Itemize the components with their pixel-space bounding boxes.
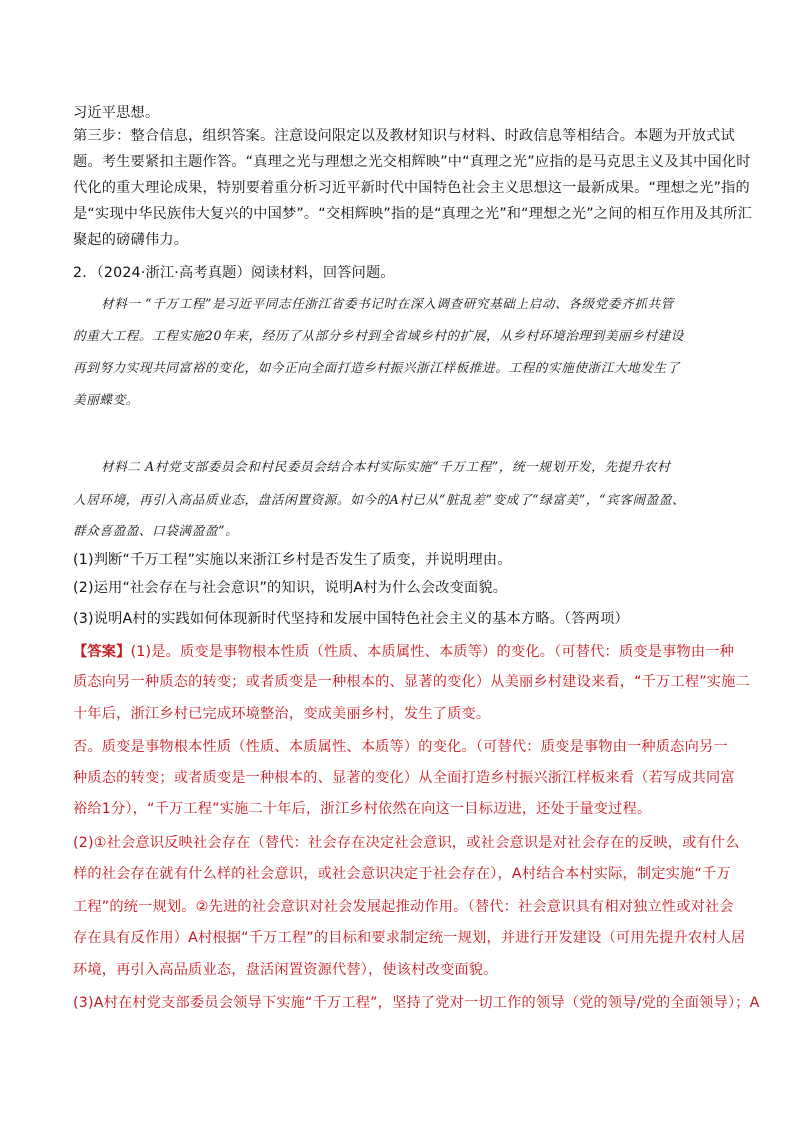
material-line: 美丽蝶变。	[73, 392, 139, 407]
text-line: 习近平思想。	[73, 105, 160, 121]
answer-line: (3)A村在村党支部委员会领导下实施“千万工程”，坚持了党对一切工作的领导（党的领导/党的全面领导）；A	[73, 995, 760, 1011]
answer-line: (2)①社会意识反映社会存在（替代：社会存在决定社会意识，或社会意识是对社会存在的反映，或有什么	[73, 835, 740, 851]
text-line: 代化的重大理论成果，特别要着重分析习近平新时代中国特色社会主义思想这一最新成果。“理想之光”指的	[73, 180, 750, 196]
answer-line: 十年后，浙江乡村已完成环境整治，变成美丽乡村，发生了质变。	[73, 706, 491, 722]
answer-line: 工程”的统一规划。②先进的社会意识对社会发展起推动作用。（替代：社会意识具有相对独立性或对社会	[73, 899, 734, 915]
material-line: 材料一 “千万工程”是习近平同志任浙江省委书记时在深入调查研究基础上启动、各级党委齐抓共管	[101, 296, 674, 311]
material-line: 材料二 A村党支部委员会和村民委员会结合本村实际实施“千万工程”，统一规划开发，先提升农村	[101, 459, 671, 474]
answer-text: (1)是。质变是事物根本性质（性质、本质属性、本质等）的变化。（可替代：质变是事物由一种	[130, 644, 735, 660]
answer-line: 质态向另一种质态的转变；或者质变是一种根本的、显著的变化）从美丽乡村建设来看，“千万工程”实施二	[73, 674, 750, 690]
answer-line: 裕给1分），“千万工程”实施二十年后，浙江乡村依然在向这一目标迈进，还处于量变过程。	[73, 801, 652, 817]
sub-question: (2)运用“社会存在与社会意识”的知识，说明A村为什么会改变面貌。	[73, 580, 508, 596]
answer-line: 否。质变是事物根本性质（性质、本质属性、本质等）的变化。（可替代：质变是事物由一种质态向另一	[73, 739, 728, 755]
text-line: 是“实现中华民族伟大复兴的中国梦”。“交相辉映”指的是“真理之光”和“理想之光”之间的相互作用及其所汇	[73, 206, 753, 222]
sub-question: (3)说明A村的实践如何体现新时代坚持和发展中国特色社会主义的基本方略。（答两项）	[73, 611, 629, 627]
answer-line: 样的社会存在就有什么样的社会意识，或社会意识决定于社会存在），A村结合本村实际，制定实施“千万	[73, 866, 731, 882]
material-line: 再到努力实现共同富裕的变化，如今正向全面打造乡村振兴浙江样板推进。工程的实施使浙江大地发生了	[73, 360, 680, 375]
answer-line: 种质态的转变；或者质变是一种根本的、显著的变化）从全面打造乡村振兴浙江样板来看（若写成共同富	[73, 770, 735, 786]
answer-line: 存在具有反作用）A村根据“千万工程”的目标和要求制定统一规划，并进行开发建设（可用先提升农村人居	[73, 930, 746, 946]
question-header: 2．（2024·浙江·高考真题）阅读材料，回答问题。	[73, 265, 395, 281]
text-line: 第三步：整合信息，组织答案。注意设问限定以及教材知识与材料、时政信息等相结合。本题为开放式试	[73, 128, 735, 144]
answer-tag: 【答案】	[73, 644, 131, 660]
answer-line: 环境，再引入高品质业态，盘活闲置资源代替），使该村改变面貌。	[73, 962, 498, 978]
answer-line	[73, 642, 734, 662]
sub-question: (1)判断“千万工程”实施以来浙江乡村是否发生了质变，并说明理由。	[73, 552, 512, 568]
text-line: 题。考生要紧扣主题作答。“真理之光与理想之光交相辉映”中“真理之光”应指的是马克思主义及其中国化时	[73, 154, 751, 170]
text-line: 聚起的磅礴伟力。	[73, 232, 189, 248]
material-line: 人居环境，再引入高品质业态，盘活闲置资源。如今的A村已从“脏乱差”变成了“绿富美”，“宾客闹盈盈、	[73, 492, 686, 507]
material-line: 的重大工程。工程实施20年来，经历了从部分乡村到全省域乡村的扩展，从乡村环境治理到美丽乡村建设	[73, 328, 684, 343]
material-line: 群众喜盈盈、口袋满盈盈”。	[73, 523, 239, 538]
